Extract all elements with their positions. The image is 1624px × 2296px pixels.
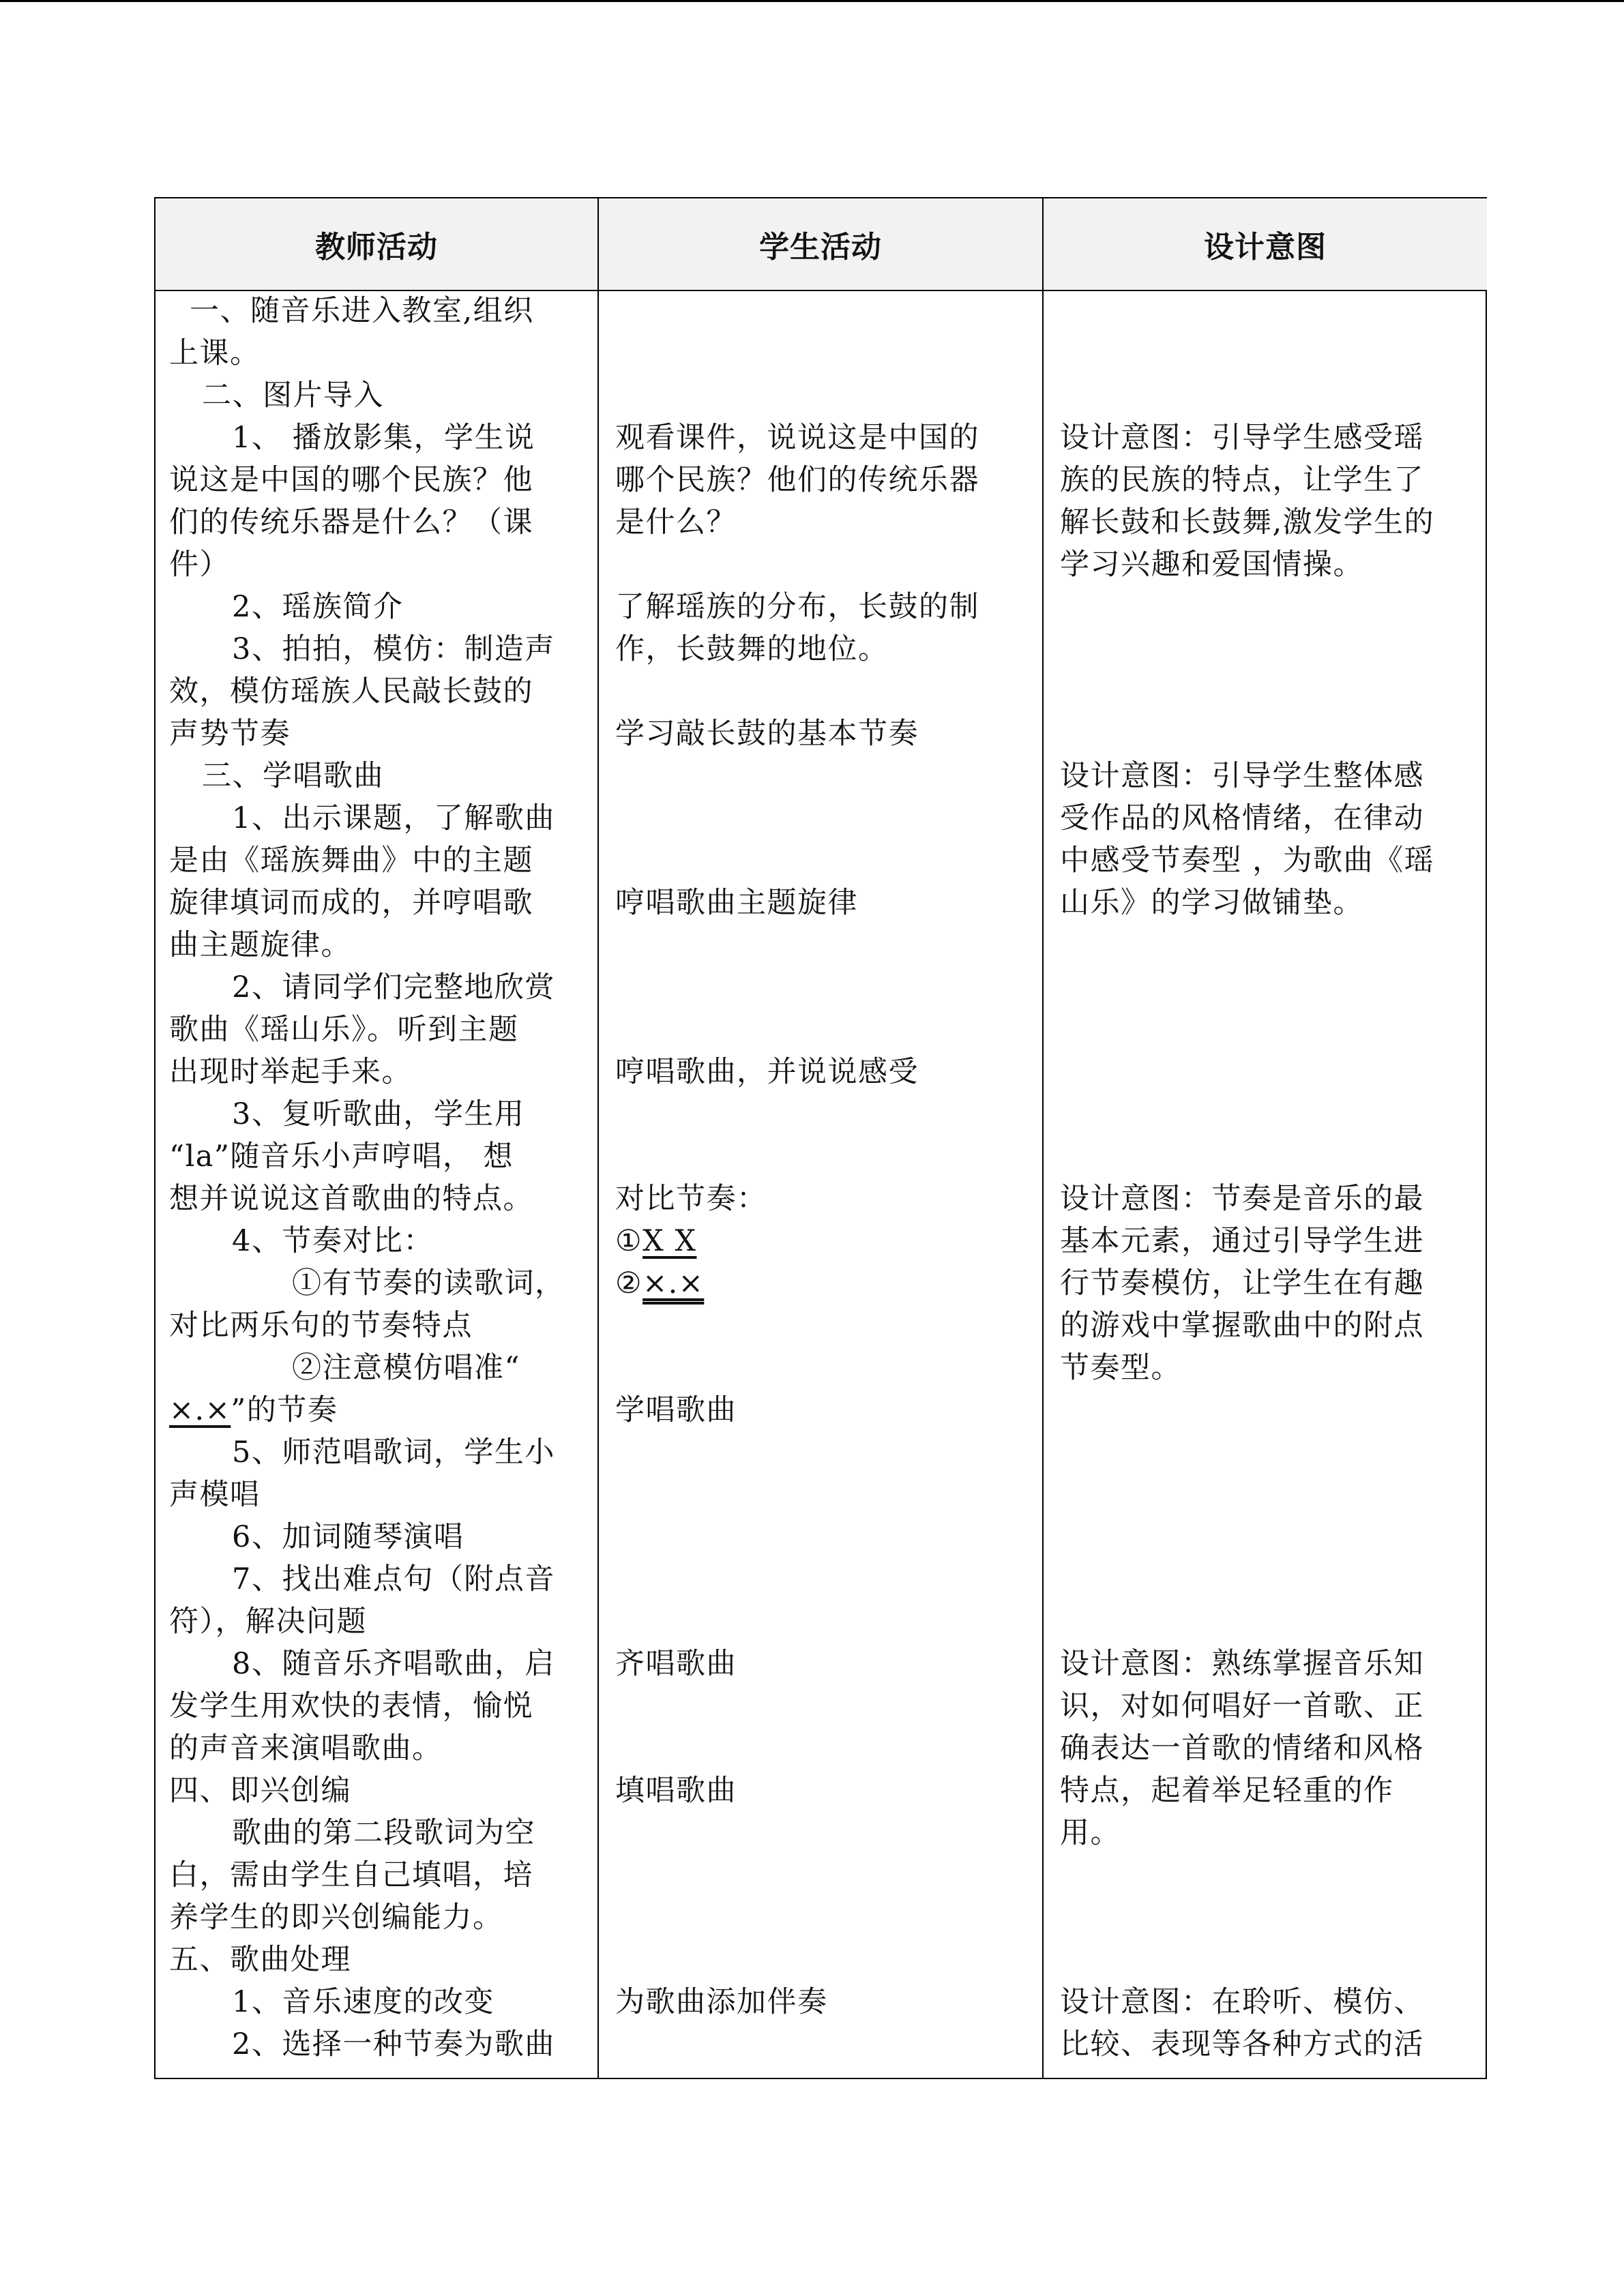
teacher-line: “la”随音乐小声哼唱， 想 xyxy=(169,1139,514,1174)
rhythm-index: ① xyxy=(615,1224,643,1258)
design-line: 山乐》的学习做铺垫。 xyxy=(1060,886,1363,920)
teacher-line: 4、节奏对比： xyxy=(232,1224,434,1258)
column-divider xyxy=(1042,198,1044,2078)
teacher-line: 2、瑶族简介 xyxy=(232,590,404,624)
dotted-rhythm-notation: ×.× xyxy=(169,1393,231,1427)
teacher-line: 说这是中国的哪个民族？他 xyxy=(169,463,533,497)
student-line xyxy=(615,1220,696,1262)
teacher-line: 白，需由学生自己填唱，培 xyxy=(169,1858,533,1892)
teacher-line: 声模唱 xyxy=(169,1478,261,1512)
teacher-line-suffix: ”的节奏 xyxy=(231,1393,338,1427)
teacher-line: 3、复听歌曲，学生用 xyxy=(232,1097,525,1131)
design-line: 设计意图：熟练掌握音乐知 xyxy=(1060,1647,1424,1681)
design-line: 确表达一首歌的情绪和风格 xyxy=(1060,1731,1424,1765)
teacher-line: 上课。 xyxy=(169,336,261,370)
teacher-line: 2、选择一种节奏为歌曲 xyxy=(232,2027,555,2061)
teacher-line: 发学生用欢快的表情，愉悦 xyxy=(169,1689,533,1723)
teacher-line: 件） xyxy=(169,548,230,582)
rhythm-notation: X X xyxy=(643,1224,697,1258)
teacher-line: 效，模仿瑶族人民敲长鼓的 xyxy=(169,674,533,709)
teacher-line: 5、师范唱歌词，学生小 xyxy=(232,1435,555,1470)
design-line: 受作品的风格情绪，在律动 xyxy=(1060,801,1424,835)
dotted-rhythm-notation: ×.× xyxy=(643,1266,705,1300)
design-line: 设计意图：在聆听、模仿、 xyxy=(1060,1985,1424,2019)
student-line: 为歌曲添加伴奏 xyxy=(615,1985,828,2019)
teacher-line: 二、图片导入 xyxy=(202,378,384,413)
teacher-line: 歌曲的第二段歌词为空 xyxy=(232,1816,535,1850)
student-line: 哼唱歌曲，并说说感受 xyxy=(615,1055,919,1089)
design-line: 设计意图：引导学生整体感 xyxy=(1060,759,1424,793)
teacher-line: 三、学唱歌曲 xyxy=(202,759,384,793)
design-line: 基本元素，通过引导学生进 xyxy=(1060,1224,1424,1258)
student-line: 哪个民族？他们的传统乐器 xyxy=(615,463,979,497)
teacher-line: 7、找出难点句（附点音 xyxy=(232,1562,555,1596)
teacher-line: 五、歌曲处理 xyxy=(169,1943,351,1977)
teacher-line: 的声音来演唱歌曲。 xyxy=(169,1731,443,1765)
header-teacher-activity: 教师活动 xyxy=(156,198,597,290)
design-line: 的游戏中掌握歌曲中的附点 xyxy=(1060,1309,1424,1343)
student-line: 作，长鼓舞的地位。 xyxy=(615,632,889,666)
design-line: 识，对如何唱好一首歌、正 xyxy=(1060,1689,1424,1723)
teacher-line: 们的传统乐器是什么？（课 xyxy=(169,505,533,539)
design-line: 学习兴趣和爱国情操。 xyxy=(1060,548,1363,582)
rhythm-index: ② xyxy=(615,1266,643,1300)
design-line: 中感受节奏型 ，为歌曲《瑶 xyxy=(1060,844,1435,878)
teacher-line: 1、音乐速度的改变 xyxy=(232,1985,494,2019)
teacher-line: 旋律填词而成的，并哼唱歌 xyxy=(169,886,533,920)
teacher-line: 声势节奏 xyxy=(169,717,291,751)
design-line: 行节奏模仿，让学生在有趣 xyxy=(1060,1266,1424,1300)
teacher-line: 歌曲《瑶山乐》。听到主题 xyxy=(169,1013,519,1047)
student-line: 对比节奏： xyxy=(615,1182,767,1216)
design-line: 用。 xyxy=(1060,1816,1121,1850)
design-line: 节奏型。 xyxy=(1060,1351,1181,1385)
teacher-line: 想并说说这首歌曲的特点。 xyxy=(169,1182,533,1216)
design-line: 设计意图：引导学生感受瑶 xyxy=(1060,421,1424,455)
teacher-line: ①有节奏的读歌词， xyxy=(292,1266,565,1300)
header-design-intent: 设计意图 xyxy=(1044,198,1487,290)
teacher-line: 符），解决问题 xyxy=(169,1605,367,1639)
student-line: 观看课件，说说这是中国的 xyxy=(615,421,979,455)
design-line: 特点，起着举足轻重的作 xyxy=(1060,1774,1394,1808)
header-student-activity: 学生活动 xyxy=(599,198,1042,290)
teacher-line: 曲主题旋律。 xyxy=(169,928,351,962)
student-line: 学习敲长鼓的基本节奏 xyxy=(615,717,919,751)
teacher-line: 是由《瑶族舞曲》中的主题 xyxy=(169,844,533,878)
student-line: 学唱歌曲 xyxy=(615,1393,737,1427)
teacher-line: 2、请同学们完整地欣赏 xyxy=(232,970,555,1004)
teacher-line: 对比两乐句的节奏特点 xyxy=(169,1309,473,1343)
lesson-plan-table xyxy=(154,197,1487,2079)
page-top-border xyxy=(0,0,1624,2)
student-line: 哼唱歌曲主题旋律 xyxy=(615,886,858,920)
student-line: 齐唱歌曲 xyxy=(615,1647,737,1681)
teacher-line: 6、加词随琴演唱 xyxy=(232,1520,464,1554)
teacher-line: ②注意模仿唱准“ xyxy=(292,1351,520,1385)
design-line: 比较、表现等各种方式的活 xyxy=(1060,2027,1424,2061)
teacher-line: 四、即兴创编 xyxy=(169,1774,351,1808)
design-line: 族的民族的特点，让学生了 xyxy=(1060,463,1424,497)
teacher-line: 1、 播放影集，学生说 xyxy=(232,421,535,455)
teacher-line xyxy=(169,1389,338,1431)
student-line: 是什么？ xyxy=(615,505,737,539)
teacher-line: 1、出示课题，了解歌曲 xyxy=(232,801,555,835)
teacher-line: 一、随音乐进入教室,组织 xyxy=(190,294,534,328)
design-line: 解长鼓和长鼓舞,激发学生的 xyxy=(1060,505,1435,539)
student-line: 了解瑶族的分布，长鼓的制 xyxy=(615,590,979,624)
design-line: 设计意图：节奏是音乐的最 xyxy=(1060,1182,1424,1216)
teacher-line: 养学生的即兴创编能力。 xyxy=(169,1900,503,1935)
teacher-line: 出现时举起手来。 xyxy=(169,1055,412,1089)
teacher-line: 8、随音乐齐唱歌曲，启 xyxy=(232,1647,555,1681)
column-divider xyxy=(597,198,599,2078)
student-line: 填唱歌曲 xyxy=(615,1774,737,1808)
teacher-line: 3、拍拍，模仿：制造声 xyxy=(232,632,555,666)
student-line xyxy=(615,1262,704,1304)
